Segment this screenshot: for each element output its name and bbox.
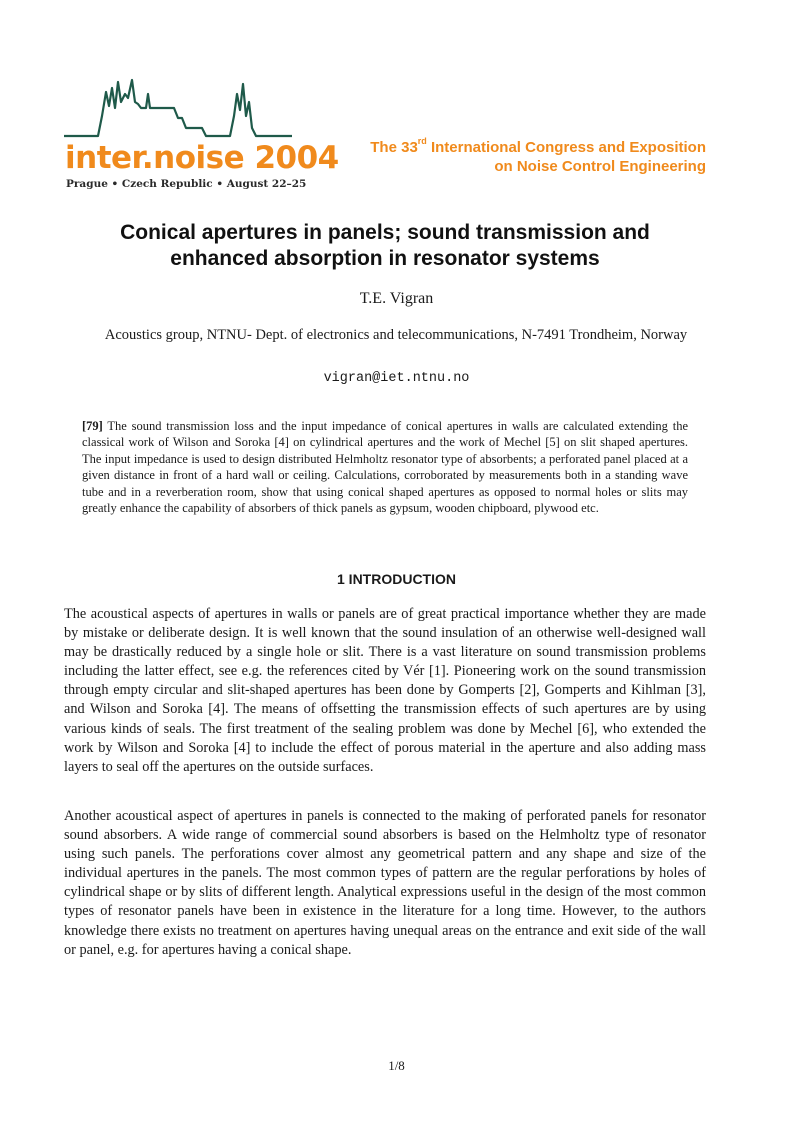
paper-title: Conical apertures in panels; sound transmission and enhanced absorption in resonator systems (120, 221, 650, 270)
logo-wordmark: inter.noise 2004 (65, 140, 339, 176)
section-heading: 1 INTRODUCTION (337, 571, 456, 587)
author-affiliation: Acoustics group, NTNU- Dept. of electronics and telecommunications, N-7491 Trondheim, Norway (104, 327, 688, 343)
author-email: vigran@iet.ntnu.no (323, 371, 470, 386)
abstract-text: The sound transmission loss and the input impedance of conical apertures in walls are calculated extending the classical work of Wilson and Soroka [4] on cylindrical apertures and the work of Mechel [5] on slit shaped apertures. The input impedance is used to design distributed Helmholtz resonator type of absorbents; a perforated panel placed at a given distance in front of a hard wall or ceiling. Calculations, corroborated by measurements both in a standing wave tube and in a reverberation room, show that using conical shaped apertures as opposed to normal holes or slits may greatly enhance the capability of absorbers of thick panels as gypsum, wooden chipboard, plywood etc. (82, 419, 688, 516)
conference-logo (62, 72, 339, 194)
congress-header (370, 138, 706, 176)
body-paragraph-2: Another acoustical aspect of apertures in panels is connected to the making of perforated panels for resonator sound absorbers. A wide range of commercial sound absorbers is based on the Helmholtz type of resonator using such panels. The perforations cover almost any geometrical pattern and any shape and size of the individual apertures in the panels. The most common types of pattern are the regular perforations by holes of cylindrical shape or by slits of different length. Analytical expressions useful in the design of the most common types of resonator panels have been in existence in the literature for a long time. However, to the authors knowledge there exists no treatment on apertures having unequal areas on the entrance and exit side of the wall or panel, e.g. for apertures having a conical shape. (64, 808, 706, 958)
abstract (82, 418, 688, 516)
logo-subtitle: Prague • Czech Republic • August 22–25 (66, 178, 307, 190)
page-number: 1/8 (388, 1058, 405, 1073)
abstract-number: [79] (82, 419, 103, 433)
body-paragraph-1: The acoustical aspects of apertures in walls or panels are of great practical importance whether they are made by mistake or deliberate design. It is well known that the sound insulation of an otherwise well-designed wall may be drastically reduced by a single hole or slit. There is a vast literature on sound transmission problems including the latter effect, see e.g. the references cited by Vér [1]. Pioneering work on the sound transmission through empty circular and slit-shaped apertures has been done by Gomperts [2], Gomperts and Kihlman [3], and Wilson and Soroka [4]. The means of offsetting the transmission effects of such apertures are by using various kinds of seals. The first treatment of the sealing problem was done by Mechel [6], who extended the work by Wilson and Soroka [4] to include the effect of porous material in the aperture and also adding mass layers to seal off the apertures on the outside surfaces. (64, 606, 706, 775)
author-name: T.E. Vigran (359, 290, 434, 307)
congress-line-1: The 33rd International Congress and Exposition (370, 136, 706, 156)
congress-line-2: on Noise Control Engineering (494, 158, 706, 175)
